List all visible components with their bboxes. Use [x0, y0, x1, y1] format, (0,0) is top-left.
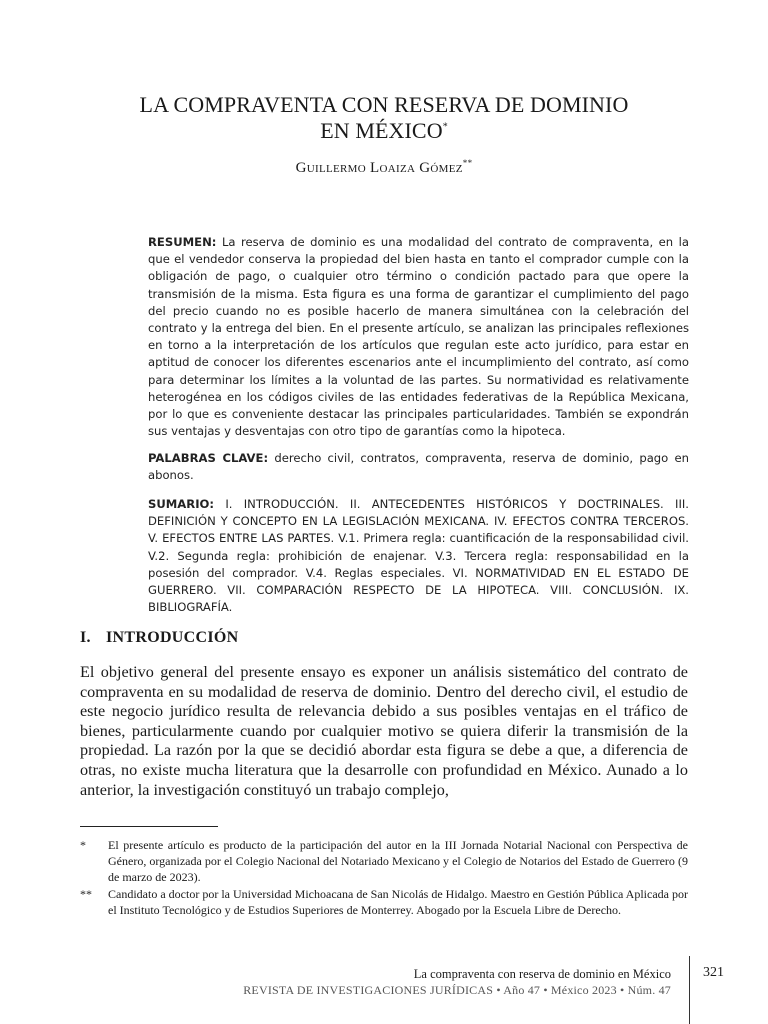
footnote [80, 887, 688, 919]
body-paragraph: El objetivo general del presente ensayo es exponer un análisis sistemático del contrato de compraventa en su modalidad de reserva de dominio. Dentro del derecho civil, el estudio de este negocio jurídico resulta de relevancia debido a sus posibles ventajas en el tráfico de bienes, particularmente cuando por cualquier motivo se quiera diferir la transmisión de la propiedad. La razón por la que se decidió abordar esta figura se debe a que, a diferencia de otras, no existe mucha literatura que la desarrolle con profundidad en México. Aunado a lo anterior, la investigación constituyó un trabajo complejo, [80, 663, 688, 799]
footnote-mark: * [80, 838, 86, 852]
footnote-mark: ** [80, 887, 92, 902]
summary-label: SUMARIO: [148, 497, 215, 511]
keywords-text: derecho civil, contratos, compraventa, reserva de dominio, pago en abonos. [148, 451, 689, 483]
summary [148, 496, 689, 616]
author-name: Guillermo Loaiza Gómez** [295, 158, 473, 176]
running-article-title: La compraventa con reserva de dominio en México [413, 967, 671, 981]
footnote-text: El presente artículo es producto de la participación del autor en la III Jornada Notarial Nacional con Perspectiva de Género, organizada por el Colegio Nacional del Notariado Mexicano y el Colegio de Notarios del Estado de Guerrero (9 de marzo de 2023). [108, 838, 688, 884]
footer-divider [689, 956, 690, 1024]
keywords-label: PALABRAS CLAVE: [148, 451, 269, 465]
footnotes [80, 838, 688, 921]
abstract-text: La reserva de dominio es una modalidad del contrato de compraventa, en la que el vendedor conserva la propiedad del bien hasta en tanto el comprador cumple con la obligación de pago, o cualquier otro término o condición pactado para que opere la transmisión de la misma. Esta figura es una forma de garantizar el cumplimiento del pago del precio cuando no es posible hacerlo de manera simultánea con la celebración del contrato y la entrega del bien. En el presente artículo, se analizan las principales reflexiones en torno a la interpretación de los artículos que regulan este acto jurídico, para estar en aptitud de conocer los diferentes escenarios ante el incumplimiento del contrato, así como para determinar los límites a la voluntad de las partes. Su normatividad es relativamente heterogénea en los códigos civiles de las entidades federativas de la República Mexicana, por lo que es conveniente destacar las principales particularidades. También se expondrán sus ventajas y desventajas con otro tipo de garantías como la hipoteca. [148, 235, 689, 439]
running-footer [243, 966, 671, 998]
footnote-divider [80, 826, 218, 827]
article-title [80, 92, 688, 144]
author-footnote-mark[interactable]: ** [462, 158, 473, 168]
title-line-2: EN MÉXICO* [320, 118, 448, 143]
abstract [148, 234, 689, 440]
section-heading [80, 629, 239, 647]
section-title: INTRODUCCIÓN [106, 629, 239, 646]
title-line-1: LA COMPRAVENTA CON RESERVA DE DOMINIO [139, 92, 629, 117]
footnote-text: Candidato a doctor por la Universidad Michoacana de San Nicolás de Hidalgo. Maestro en Gestión Pública Aplicada por el Instituto Tecnológico y de Estudios Superiores de Monterrey. Abogado por la Escuela Libre de Derecho. [108, 887, 688, 918]
summary-text: I. INTRODUCCIÓN. II. ANTECEDENTES HISTÓRICOS Y DOCTRINALES. III. DEFINICIÓN Y CONCEPTO EN LA LEGISLACIÓN MEXICANA. IV. EFECTOS CONTRA TERCEROS. V. EFECTOS ENTRE LAS PARTES. V.1. Primera regla: cuantificación de la responsabilidad civil. V.2. Segunda regla: prohibición de enajenar. V.3. Tercera regla: responsabilidad en la posesión del comprador. V.4. Reglas especiales. VI. NORMATIVIDAD EN EL ESTADO DE GUERRERO. VII. COMPARACIÓN RESPECTO DE LA HIPOTECA. VIII. CONCLUSIÓN. IX. BIBLIOGRAFÍA. [148, 497, 689, 615]
section-number: I. [80, 629, 91, 646]
title-footnote-mark[interactable]: * [442, 121, 448, 133]
page-number: 321 [703, 965, 724, 980]
running-journal-info: REVISTA DE INVESTIGACIONES JURÍDICAS • Año 47 • México 2023 • Núm. 47 [243, 983, 671, 997]
footnote [80, 838, 688, 885]
abstract-label: RESUMEN: [148, 235, 217, 249]
keywords [148, 450, 689, 484]
